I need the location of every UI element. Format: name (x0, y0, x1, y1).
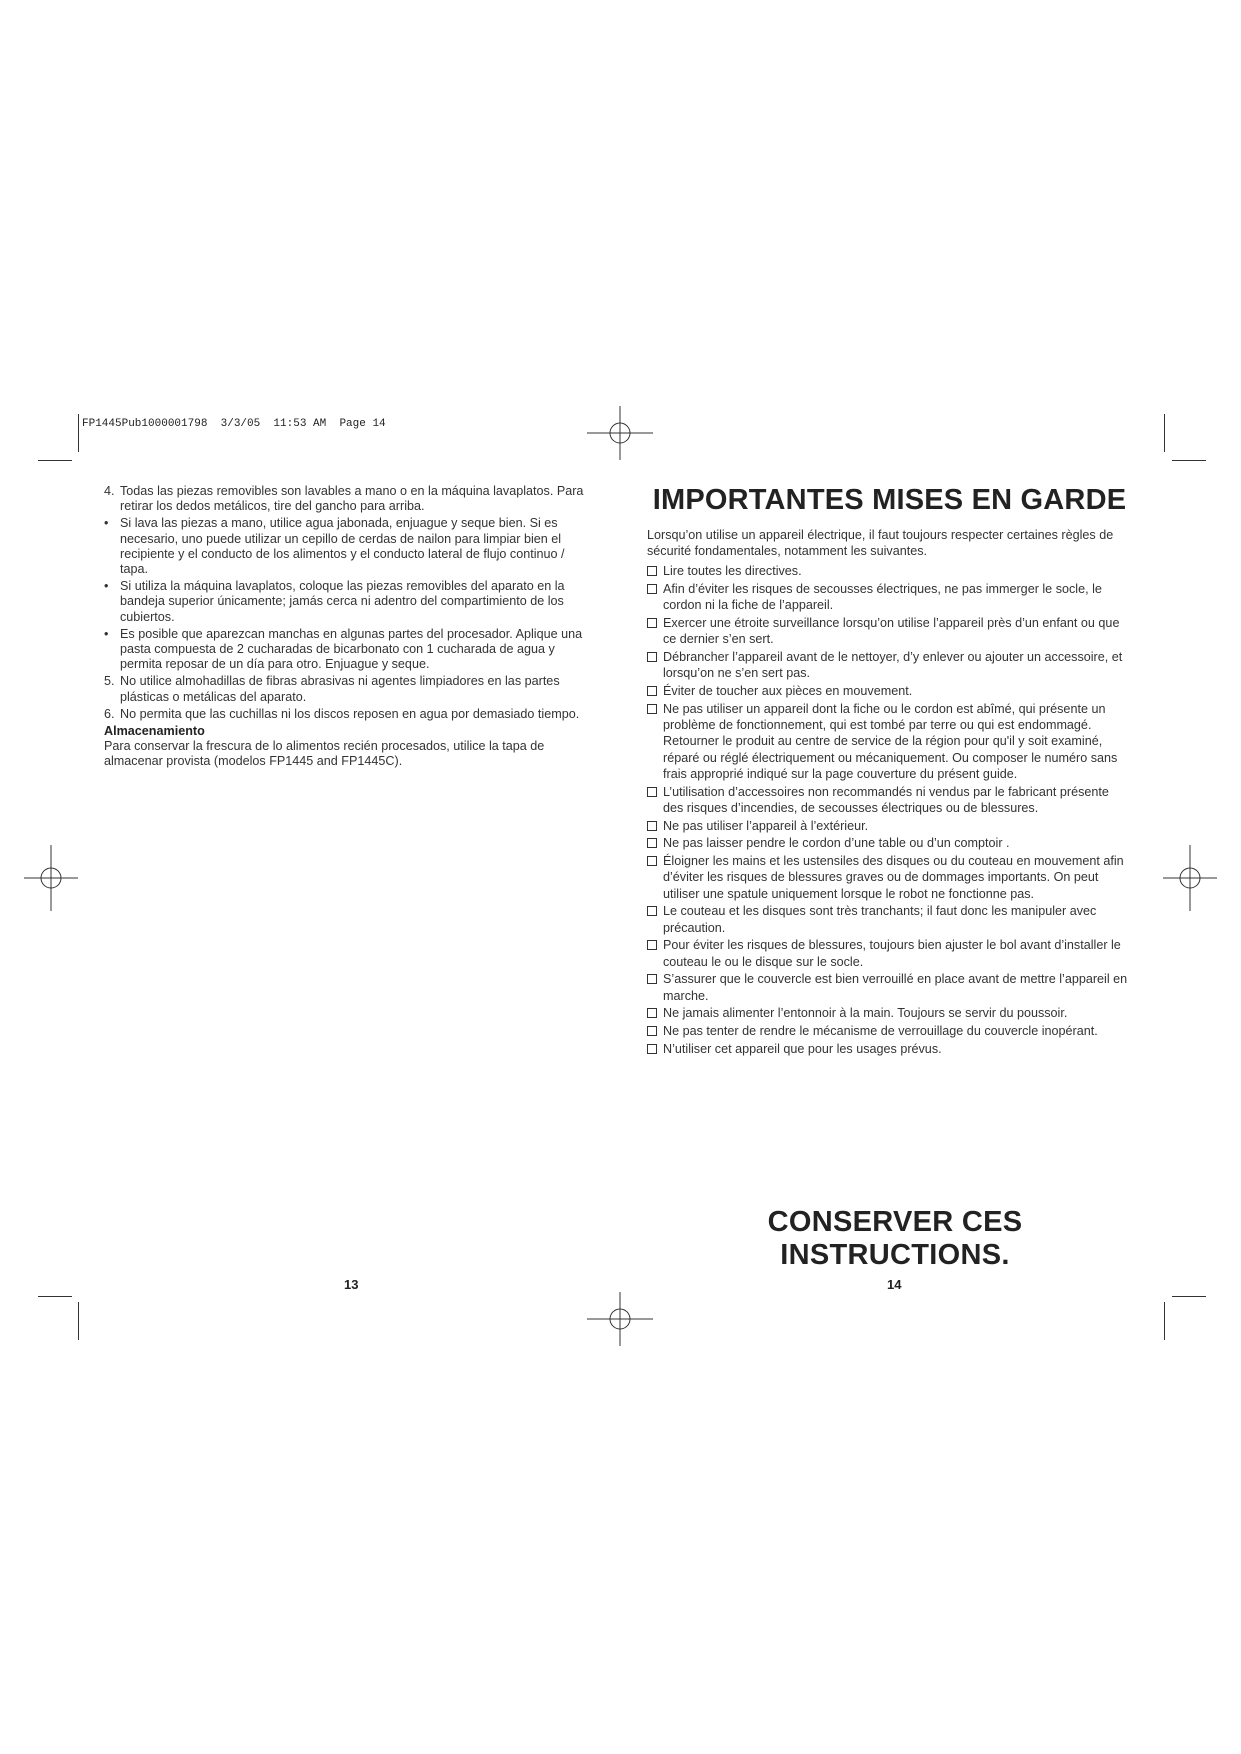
list-item (104, 674, 594, 704)
registration-mark-icon (587, 1286, 653, 1352)
print-slug: FP1445Pub1000001798 3/3/05 11:53 AM Page 14 (82, 418, 386, 430)
page-number-left: 13 (344, 1277, 359, 1292)
list-marker: 4. (104, 484, 115, 498)
list-item-text: Todas las piezas removibles son lavables a mano o en la máquina lavaplatos. Para retirar los dedos metálicos, tire del gancho para arriba. (120, 484, 584, 514)
list-item-text: N’utiliser cet appareil que pour les usages prévus. (663, 1042, 942, 1056)
page-number-right: 14 (887, 1277, 902, 1292)
list-item-text: Si utiliza la máquina lavaplatos, coloque las piezas removibles del aparato en la bandeja superior únicamente; jamás cerca ni adentro del compartimiento de los cubiertos. (120, 579, 565, 624)
list-item-text: Si lava las piezas a mano, utilice agua jabonada, enjuague y seque bien. Si es necesario, uno puede utilizar un cepillo de cerdas de nailon para limpiar bien el recipiente y el conducto de los alimentos y el conducto lateral de flujo continuo / tapa. (120, 516, 565, 577)
list-item-text: Débrancher l’appareil avant de le nettoyer, d’y enlever ou ajouter un accessoire, et lorsqu’on ne s’en sert pas. (663, 650, 1123, 681)
crop-mark (1164, 414, 1165, 452)
checkbox-icon (647, 838, 657, 848)
list-item (647, 937, 1132, 969)
left-page-content (104, 484, 594, 770)
checkbox-icon (647, 1044, 657, 1054)
checkbox-icon (647, 974, 657, 984)
list-item (647, 853, 1132, 902)
list-item-text: Afin d’éviter les risques de secousses électriques, ne pas immerger le socle, le cordon ni la fiche de l’appareil. (663, 582, 1102, 613)
list-item-text: Pour éviter les risques de blessures, toujours bien ajuster le bol avant d’installer le couteau le ou le disque sur le socle. (663, 938, 1121, 969)
list-item (647, 818, 1132, 834)
list-item-text: Ne pas utiliser l’appareil à l’extérieur. (663, 818, 869, 833)
list-item-text: Exercer une étroite surveillance lorsqu’on utilise l’appareil près d’un enfant ou que ce dernier s’en sert. (663, 616, 1120, 647)
list-item (647, 784, 1132, 816)
checkbox-icon (647, 787, 657, 797)
cleaning-list (104, 484, 594, 722)
list-item (647, 701, 1132, 782)
safeguards-list (647, 563, 1132, 1057)
crop-mark (38, 460, 72, 461)
crop-mark (1164, 1302, 1165, 1340)
checkbox-icon (647, 686, 657, 696)
list-item (647, 1023, 1132, 1039)
checkbox-icon (647, 906, 657, 916)
checkbox-icon (647, 652, 657, 662)
list-item (104, 627, 594, 673)
list-item-text: S’assurer que le couvercle est bien verrouillé en place avant de mettre l’appareil en marche. (663, 972, 1128, 1003)
list-marker: • (104, 516, 109, 531)
list-marker: • (104, 579, 109, 594)
list-item-text: No permita que las cuchillas ni los discos reposen en agua por demasiado tiempo. (120, 706, 580, 721)
list-item (647, 1041, 1132, 1057)
crop-mark (78, 414, 79, 452)
list-item (104, 579, 594, 625)
list-item (647, 835, 1132, 851)
crop-mark (1172, 1296, 1206, 1297)
page-title: IMPORTANTES MISES EN GARDE (652, 484, 1127, 516)
checkbox-icon (647, 1026, 657, 1036)
checkbox-icon (647, 618, 657, 628)
storage-heading: Almacenamiento (104, 724, 205, 739)
checkbox-icon (647, 584, 657, 594)
list-marker: 6. (104, 706, 115, 721)
list-item-text: Éviter de toucher aux pièces en mouvement. (663, 684, 913, 699)
list-item (647, 563, 1132, 579)
list-item-text: Ne pas tenter de rendre le mécanisme de verrouillage du couvercle inopérant. (663, 1024, 1098, 1039)
list-item-text: L’utilisation d’accessoires non recommandés ni vendus par le fabricant présente des risques d’incendies, de secousses électriques ou de blessures. (663, 784, 1109, 815)
intro-text: Lorsqu’on utilise un appareil électrique, il faut toujours respecter certaines règles de sécurité fondamentales, notamment les suivantes. (647, 528, 1114, 559)
list-item-text: Ne pas utiliser un appareil dont la fiche ou le cordon est abîmé, qui présente un problème de fonctionnement, qui est tombé par terre ou qui est endommagé. Retourner le produit au centre de service de la région pour qu'il y soit examiné, réparé ou réglé électriquement ou mécaniquement. Ou composer le numéro sans frais approprié indiqué sur la page couverture du présent guide. (663, 702, 1118, 781)
list-marker: 5. (104, 674, 115, 689)
list-item (104, 707, 594, 722)
checkbox-icon (647, 1008, 657, 1018)
list-item-text: Éloigner les mains et les ustensiles des disques ou du couteau en mouvement afin d’éviter les risques de blessures graves ou de dommages importants. On peut utiliser une spatule uniquement lorsque le robot ne fonctionne pas. (663, 854, 1124, 901)
list-item-text: Lire toutes les directives. (663, 564, 802, 579)
crop-mark (1172, 460, 1206, 461)
storage-text: Para conservar la frescura de lo alimentos recién procesados, utilice la tapa de almacenar provista (modelos FP1445 and FP1445C). (104, 739, 545, 769)
list-item (647, 649, 1132, 681)
checkbox-icon (647, 821, 657, 831)
list-item-text: Es posible que aparezcan manchas en algunas partes del procesador. Aplique una pasta compuesta de 2 cucharadas de bicarbonato con 1 cucharada de agua y permita reposar de un día para otro. Enjuague y seque. (120, 626, 583, 672)
right-page-content (647, 483, 1132, 1059)
registration-mark-icon (587, 400, 653, 466)
list-item-text: No utilice almohadillas de fibras abrasivas ni agentes limpiadores en las partes plásticas o metálicas del aparato. (120, 674, 560, 704)
checkbox-icon (647, 566, 657, 576)
list-marker: • (104, 626, 109, 641)
list-item-text: Le couteau et les disques sont très tranchants; il faut donc les manipuler avec précaution. (663, 904, 1097, 935)
list-item (647, 971, 1132, 1003)
list-item (647, 1005, 1132, 1021)
registration-mark-icon (18, 845, 84, 911)
crop-mark (78, 1302, 79, 1340)
list-item (647, 683, 1132, 699)
list-item (104, 484, 594, 514)
checkbox-icon (647, 704, 657, 714)
crop-mark (38, 1296, 72, 1297)
closing-heading: CONSERVER CES INSTRUCTIONS. (767, 1206, 1023, 1271)
list-item (647, 615, 1132, 647)
list-item (647, 903, 1132, 935)
list-item-text: Ne pas laisser pendre le cordon d’une table ou d’un comptoir . (663, 836, 1010, 851)
registration-mark-icon (1157, 845, 1223, 911)
checkbox-icon (647, 856, 657, 866)
checkbox-icon (647, 940, 657, 950)
list-item (104, 516, 594, 577)
list-item-text: Ne jamais alimenter l’entonnoir à la main. Toujours se servir du poussoir. (663, 1006, 1068, 1021)
list-item (647, 581, 1132, 613)
